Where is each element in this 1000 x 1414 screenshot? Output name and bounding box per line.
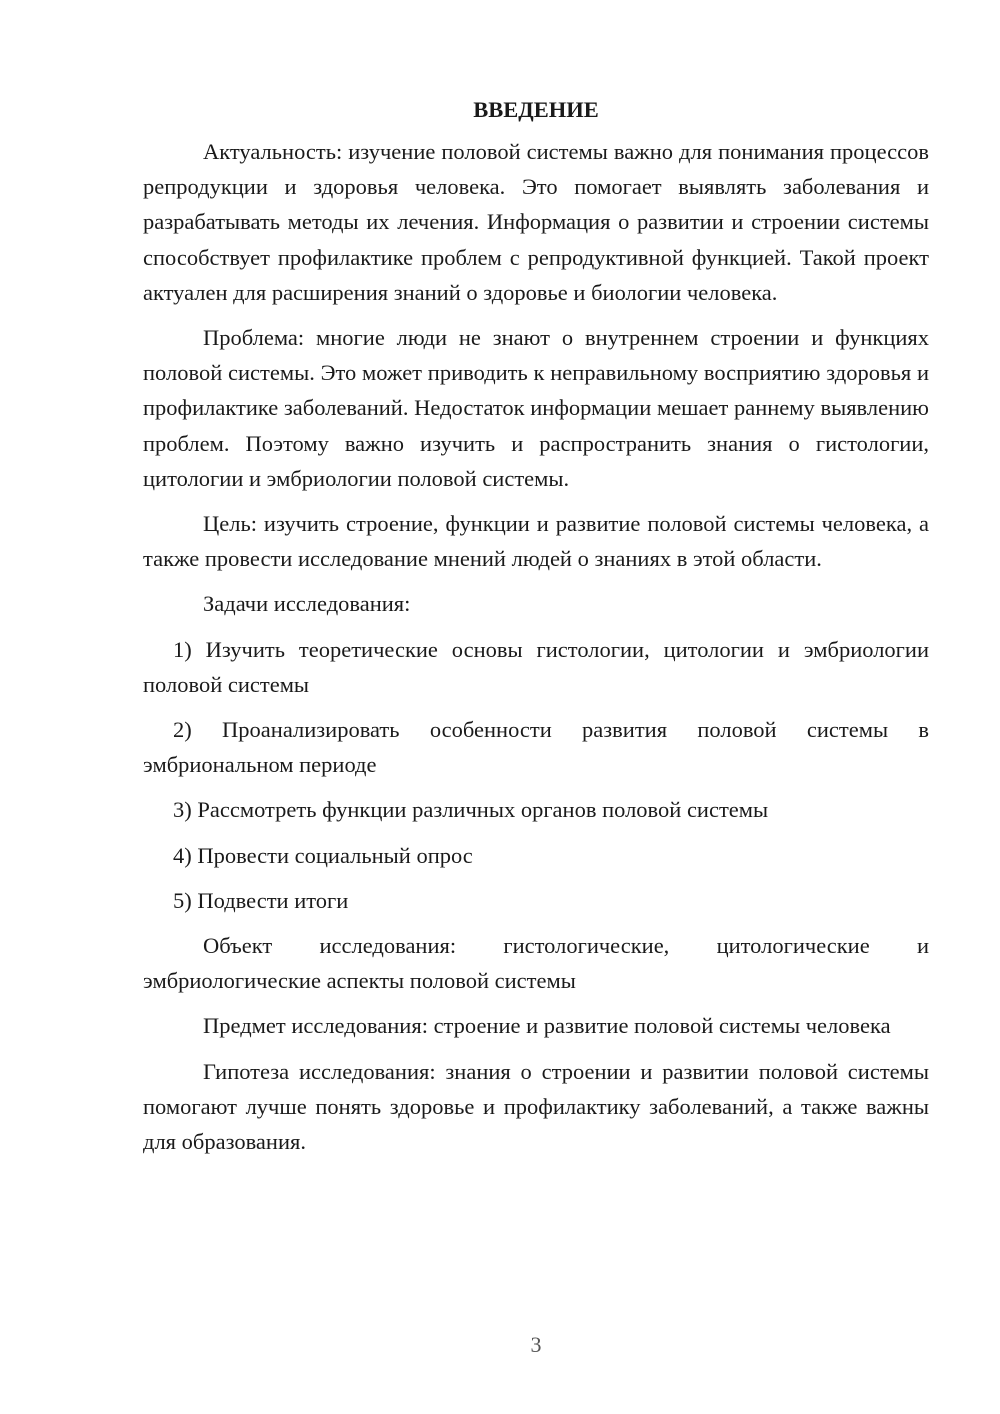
task-item: 4) Провести социальный опрос <box>173 842 473 868</box>
section-heading: ВВЕДЕНИЕ <box>473 97 599 122</box>
object-paragraph: Объект исследования: гистологические, цитологические и эмбриологические аспекты половой системы <box>143 933 929 994</box>
task-item: 3) Рассмотреть функции различных органов половой системы <box>173 797 769 823</box>
task-item: 1) Изучить теоретические основы гистологии, цитологии и эмбриологии половой системы <box>143 636 929 697</box>
page-number: 3 <box>530 1332 542 1357</box>
subject-paragraph: Предмет исследования: строение и развитие половой системы человека <box>203 1013 891 1039</box>
goal-paragraph: Цель: изучить строение, функции и развитие половой системы человека, а также провести исследование мнений людей о знаниях в этой области. <box>143 511 929 572</box>
task-item: 5) Подвести итоги <box>173 887 349 913</box>
relevance-paragraph: Актуальность: изучение половой системы важно для понимания процессов репродукции и здоровья человека. Это помогает выявлять заболевания и разрабатывать методы их лечения. Информация о развитии и строении системы способствует профилактике проблем с репродуктивной функцией. Такой проект актуален для расширения знаний о здоровье и биологии человека. <box>143 139 929 305</box>
document-body <box>143 91 929 1169</box>
hypothesis-paragraph: Гипотеза исследования: знания о строении и развитии половой системы помогают лучше понять здоровье и профилактику заболеваний, а также важны для образования. <box>143 1058 929 1155</box>
task-item: 2) Проанализировать особенности развития половой системы в эмбриональном периоде <box>143 717 929 778</box>
tasks-title: Задачи исследования: <box>203 591 411 617</box>
problem-paragraph: Проблема: многие люди не знают о внутреннем строении и функциях половой системы. Это может приводить к неправильному восприятию здоровья и профилактике заболеваний. Недостаток информации мешает раннему выявлению проблем. Поэтому важно изучить и распространить знания о гистологии, цитологии и эмбриологии половой системы. <box>143 325 929 491</box>
